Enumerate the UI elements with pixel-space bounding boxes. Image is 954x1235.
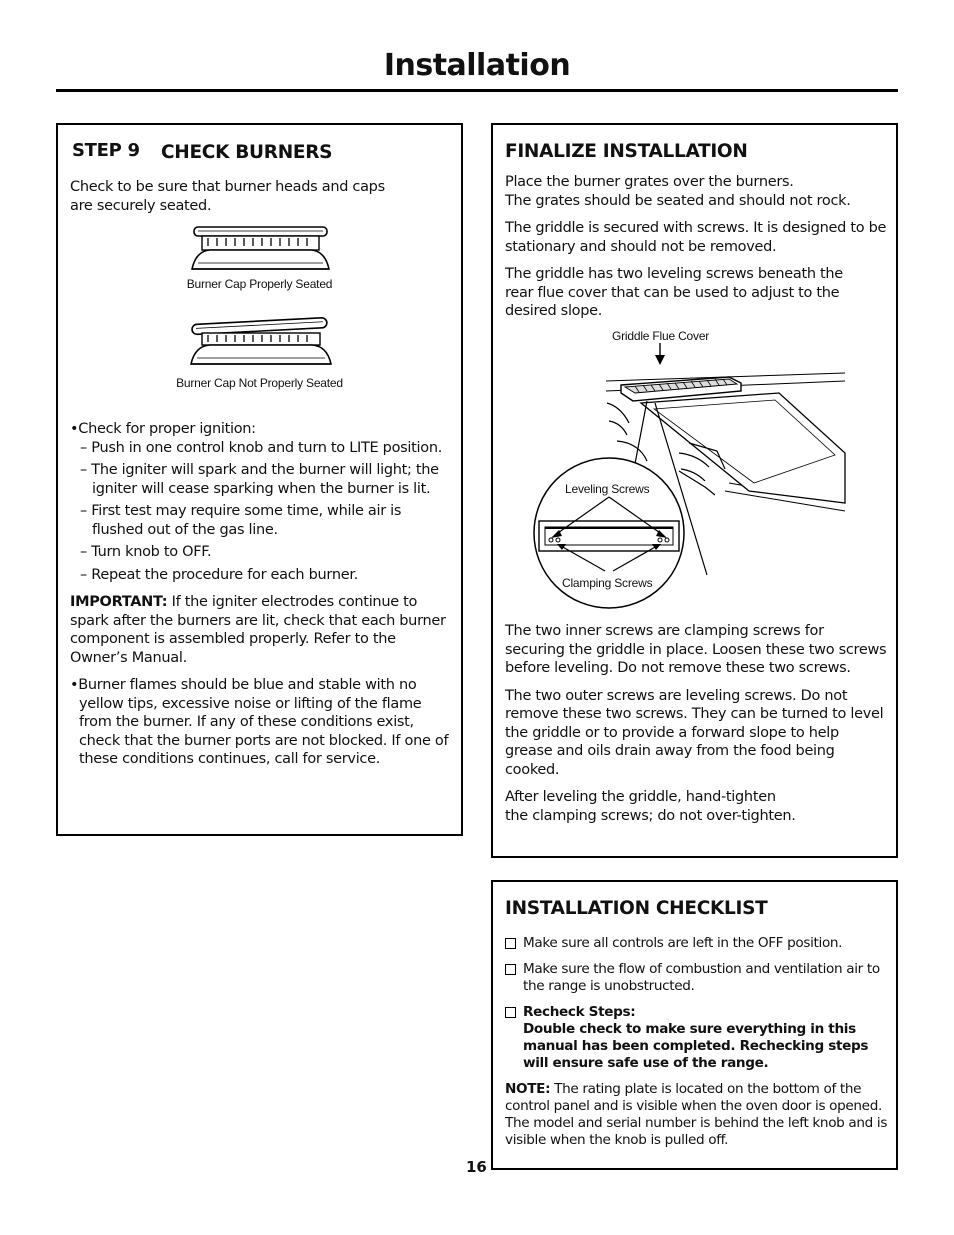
check-burners-heading: CHECK BURNERS (161, 142, 333, 163)
flame-check-bullet: •Burner flames should be blue and stable with no yellow tips, excessive noise or lifting of the flame from the burner. If any of these conditions exist, check that the burner ports are not blocked. If one of these conditions continues, call for service. (70, 677, 449, 767)
checklist-items (505, 935, 890, 1149)
label-flue-cover: Griddle Flue Cover (612, 329, 710, 343)
checkbox-icon (505, 964, 516, 975)
finalize-text-bottom: The two inner screws are clamping screws for securing the griddle in place. Loosen these two screws before leveling. Do not remove these two screws. The two outer screws are leveling screws. Do not remove these two screws. They can be turned to level the griddle or to provide a forward slope to help grease and oils drain away from the food being cooked. After leveling the griddle, hand-tighten the clamping screws; do not over-tighten. (505, 623, 887, 824)
ignition-item: – First test may require some time, while air is flushed out of the gas line. (80, 503, 402, 538)
finalize-heading: FINALIZE INSTALLATION (505, 141, 748, 162)
checkbox-icon (505, 938, 516, 949)
check-burners-section (56, 123, 463, 836)
caption-cap-seated: Burner Cap Properly Seated (186, 277, 333, 291)
ignition-item: – Turn knob to OFF. (80, 544, 212, 560)
checklist-heading: INSTALLATION CHECKLIST (505, 898, 768, 919)
ignition-title: •Check for proper ignition: (70, 421, 256, 437)
screw-callout-circle (531, 455, 691, 615)
finalize-installation-section (491, 123, 898, 858)
label-leveling-screws: Leveling Screws (565, 482, 650, 496)
check-burners-intro: Check to be sure that burner heads and caps are securely seated. (70, 179, 385, 214)
note: NOTE: The rating plate is located on the bottom of the control panel and is visible when the oven door is opened. The model and serial number is behind the left knob and is visible when the knob is pulled off. (505, 1081, 888, 1148)
important-note: IMPORTANT: If the igniter electrodes continue to spark after the burners are lit, check that each burner component is assembled properly. Refer to the Owner’s Manual. (70, 594, 446, 666)
ignition-item: – Repeat the procedure for each burner. (80, 566, 358, 583)
checkbox-icon (505, 1007, 516, 1018)
title-rule (56, 89, 898, 92)
caption-cap-not-seated: Burner Cap Not Properly Seated (176, 376, 343, 390)
ignition-item: – The igniter will spark and the burner will light; the igniter will cease sparking when the burner is lit. (80, 462, 439, 497)
installation-checklist-section (491, 880, 898, 1170)
checklist-item: Recheck Steps: Double check to make sure everything in this manual has been completed. Rechecking steps will ensure safe use of the range. (505, 1004, 890, 1072)
burner-cap-not-seated-illustration (186, 317, 336, 369)
page-number: 16 (466, 1158, 487, 1176)
burner-cap-seated-illustration (188, 225, 333, 275)
checklist-item: Make sure the flow of combustion and ventilation air to the range is unobstructed. (505, 961, 890, 995)
ignition-checks (70, 420, 452, 769)
step-label: STEP 9 (72, 140, 140, 161)
checklist-item: Make sure all controls are left in the OFF position. (505, 935, 890, 952)
label-clamping-screws: Clamping Screws (562, 576, 653, 590)
page-title: Installation (383, 48, 571, 83)
finalize-text-top: Place the burner grates over the burners. The grates should be seated and should not rock. The griddle is secured with screws. It is designed to be stationary and should not be removed. The griddle has two leveling screws beneath the rear flue cover that can be used to adjust to the desired slope. (505, 174, 887, 319)
ignition-item: – Push in one control knob and turn to LITE position. (80, 439, 443, 456)
